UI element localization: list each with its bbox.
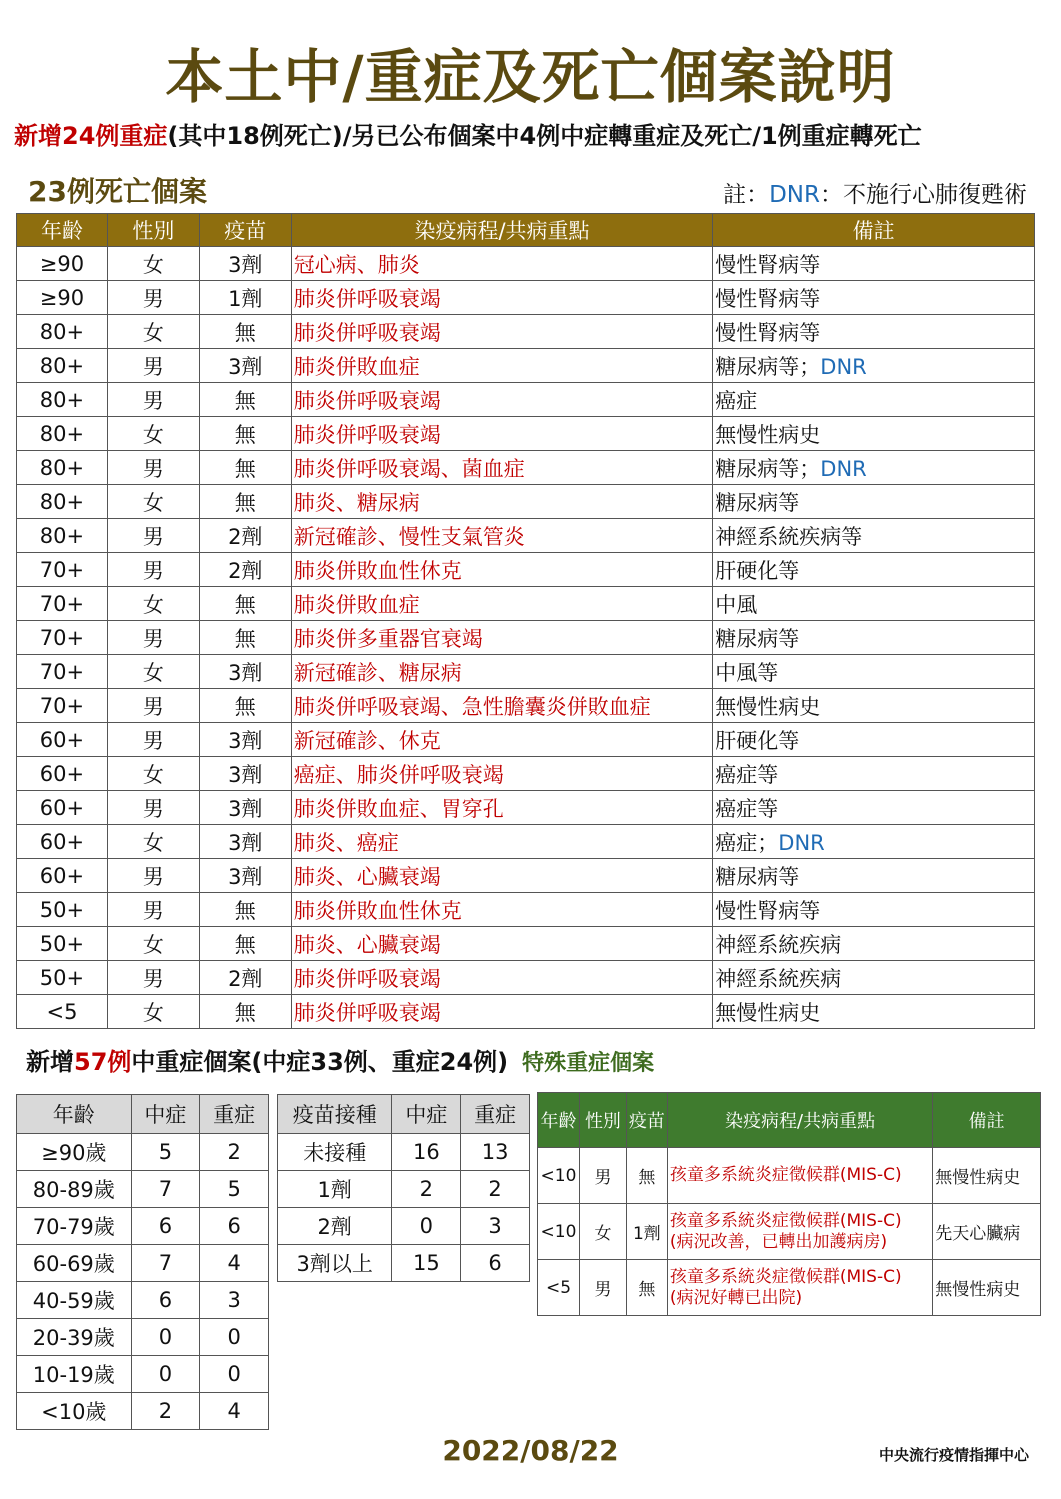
age-group-cell: ≥90歲 [17, 1134, 132, 1171]
moderate-cell: 0 [392, 1208, 461, 1245]
table-row [17, 1208, 269, 1245]
course-cell [667, 1260, 932, 1316]
table-row [17, 315, 1035, 349]
vaccine-cell: 3劑 [199, 655, 291, 689]
vaccine-cell: 無 [199, 689, 291, 723]
course-cell: 肺炎併呼吸衰竭 [291, 315, 713, 349]
remark-text: 肝硬化等 [715, 558, 800, 583]
age-group-cell: <10歲 [17, 1393, 132, 1430]
table-row [278, 1134, 530, 1171]
course-cell: 癌症、肺炎併呼吸衰竭 [291, 757, 713, 791]
course-cell: 肺炎併呼吸衰竭 [291, 995, 713, 1029]
severe-cell: 4 [200, 1245, 269, 1282]
remark-text: 慢性腎病等 [715, 286, 821, 311]
remark-text: 無慢性病史 [715, 694, 821, 719]
course-line: 孩童多系統炎症徵候群(MIS-C) [669, 1266, 902, 1287]
sex-cell: 女 [107, 655, 199, 689]
remark-text: 中風 [715, 592, 758, 617]
course-cell: 肺炎、糖尿病 [291, 485, 713, 519]
course-line: 孩童多系統炎症徵候群(MIS-C) [669, 1165, 902, 1185]
special-header-row [538, 1093, 1041, 1148]
severe-cell: 5 [200, 1171, 269, 1208]
note-prefix: 註： [723, 182, 770, 208]
course-line: 孩童多系統炎症徵候群(MIS-C) [669, 1210, 902, 1231]
table-row [17, 1134, 269, 1171]
sex-cell: 男 [107, 859, 199, 893]
age-cell: 80+ [17, 315, 108, 349]
dnr-tag: DNR [820, 354, 867, 379]
remark-cell [713, 519, 1035, 553]
remark-cell [713, 961, 1035, 995]
col-course: 染疫病程/共病重點 [291, 214, 713, 247]
col-vaccine: 疫苗 [199, 214, 291, 247]
deaths-header-row [17, 214, 1035, 247]
vac-col-moderate: 中症 [392, 1095, 461, 1134]
table-row [17, 655, 1035, 689]
age-cell: 60+ [17, 723, 108, 757]
severe-cell: 2 [200, 1134, 269, 1171]
course-cell: 肺炎併敗血症、胃穿孔 [291, 791, 713, 825]
sex-cell: 男 [107, 689, 199, 723]
remark-text: 糖尿病等 [715, 864, 800, 889]
remark-text: 癌症； [715, 830, 779, 855]
vac-header-row [278, 1095, 530, 1134]
special-col-vaccine: 疫苗 [626, 1093, 667, 1148]
issuer: 中央流行疫情指揮中心 [878, 1446, 1029, 1464]
vaccine-cell: 無 [199, 621, 291, 655]
vaccine-cell: 3劑 [199, 757, 291, 791]
course-cell: 肺炎、心臟衰竭 [291, 859, 713, 893]
age-group-cell: 10-19歲 [17, 1356, 132, 1393]
vac-col-vaccine: 疫苗接種 [278, 1095, 392, 1134]
table-row [17, 893, 1035, 927]
vaccine-cell: 3劑 [199, 247, 291, 281]
table-row [17, 825, 1035, 859]
special-col-course: 染疫病程/共病重點 [667, 1093, 932, 1148]
table-row [17, 1319, 269, 1356]
sex-cell: 男 [107, 961, 199, 995]
sex-cell: 男 [107, 281, 199, 315]
age-cell: 60+ [17, 825, 108, 859]
moderate-cell: 6 [131, 1282, 200, 1319]
sex-cell: 女 [107, 485, 199, 519]
sex-cell: 男 [107, 621, 199, 655]
sex-cell: 男 [107, 451, 199, 485]
vaccine-table [277, 1094, 530, 1282]
course-cell: 冠心病、肺炎 [291, 247, 713, 281]
course-cell: 肺炎併敗血性休克 [291, 553, 713, 587]
age-cell: 80+ [17, 417, 108, 451]
col-remark: 備註 [713, 214, 1035, 247]
remark-cell [713, 927, 1035, 961]
table-row [17, 961, 1035, 995]
age-col-severe: 重症 [200, 1095, 269, 1134]
table-row [17, 995, 1035, 1029]
age-group-cell: 40-59歲 [17, 1282, 132, 1319]
vaccine-cell: 3劑 [199, 349, 291, 383]
remark-cell [713, 757, 1035, 791]
course-cell: 肺炎併多重器官衰竭 [291, 621, 713, 655]
vaccine-cell: 無 [199, 383, 291, 417]
vaccine-cell: 無 [199, 315, 291, 349]
sex-cell: 男 [107, 349, 199, 383]
remark-text: 癌症等 [715, 762, 779, 787]
age-cell: 70+ [17, 553, 108, 587]
table-row [17, 451, 1035, 485]
course-cell: 肺炎併呼吸衰竭 [291, 383, 713, 417]
sex-cell: 男 [107, 519, 199, 553]
remark-text: 神經系統疾病 [715, 932, 842, 957]
dnr-note [723, 176, 1027, 209]
remark-cell: 無慢性病史 [933, 1260, 1041, 1316]
sex-cell: 男 [107, 553, 199, 587]
remark-cell [713, 859, 1035, 893]
age-cell: 80+ [17, 349, 108, 383]
age-group-cell: 70-79歲 [17, 1208, 132, 1245]
remark-cell [713, 485, 1035, 519]
sex-cell: 女 [107, 247, 199, 281]
special-col-sex: 性別 [579, 1093, 626, 1148]
remark-cell [713, 995, 1035, 1029]
vaccine-status-cell: 2劑 [278, 1208, 392, 1245]
course-cell [667, 1204, 932, 1260]
age-cell: 60+ [17, 757, 108, 791]
remark-text: 糖尿病等； [715, 456, 821, 481]
age-group-cell: 60-69歲 [17, 1245, 132, 1282]
moderate-cell: 15 [392, 1245, 461, 1282]
table-row [17, 1356, 269, 1393]
severe-cell: 2 [461, 1171, 530, 1208]
remark-text: 肝硬化等 [715, 728, 800, 753]
table-row [17, 927, 1035, 961]
moderate-cell: 5 [131, 1134, 200, 1171]
course-cell: 新冠確診、糖尿病 [291, 655, 713, 689]
course-cell: 肺炎併呼吸衰竭、菌血症 [291, 451, 713, 485]
age-col-age: 年齡 [17, 1095, 132, 1134]
vaccine-cell: 2劑 [199, 553, 291, 587]
table-row [17, 791, 1035, 825]
subtitle-highlight: 新增24例重症 [14, 122, 168, 150]
remark-cell [713, 587, 1035, 621]
new-cases-heading [26, 1042, 654, 1077]
severe-cell: 0 [200, 1356, 269, 1393]
moderate-cell: 2 [131, 1393, 200, 1430]
sex-cell: 女 [107, 587, 199, 621]
age-cell: 80+ [17, 451, 108, 485]
age-cell: <10 [538, 1148, 580, 1204]
course-cell: 新冠確診、慢性支氣管炎 [291, 519, 713, 553]
remark-text: 糖尿病等 [715, 490, 800, 515]
special-col-age: 年齡 [538, 1093, 580, 1148]
sex-cell: 男 [107, 791, 199, 825]
course-note: (病況好轉已出院) [669, 1287, 803, 1308]
table-row [17, 417, 1035, 451]
age-cell: 80+ [17, 383, 108, 417]
vaccine-status-cell: 1劑 [278, 1171, 392, 1208]
course-cell: 肺炎、心臟衰竭 [291, 927, 713, 961]
table-row [17, 587, 1035, 621]
severe-cell: 4 [200, 1393, 269, 1430]
sex-cell: 女 [107, 825, 199, 859]
moderate-cell: 6 [131, 1208, 200, 1245]
table-row [278, 1208, 530, 1245]
remark-cell [713, 349, 1035, 383]
age-cell: <5 [17, 995, 108, 1029]
vaccine-cell: 3劑 [199, 825, 291, 859]
severe-cell: 13 [461, 1134, 530, 1171]
heading-num: 57例 [74, 1048, 132, 1076]
remark-cell [713, 417, 1035, 451]
course-cell [667, 1148, 932, 1204]
vaccine-cell: 3劑 [199, 791, 291, 825]
age-cell: <5 [538, 1260, 580, 1316]
age-group-cell: 80-89歲 [17, 1171, 132, 1208]
table-row [17, 485, 1035, 519]
remark-cell [713, 281, 1035, 315]
course-cell: 肺炎併呼吸衰竭、急性膽囊炎併敗血症 [291, 689, 713, 723]
remark-cell [713, 825, 1035, 859]
moderate-cell: 2 [392, 1171, 461, 1208]
remark-cell [713, 553, 1035, 587]
course-cell: 肺炎、癌症 [291, 825, 713, 859]
moderate-cell: 16 [392, 1134, 461, 1171]
age-table [16, 1094, 269, 1430]
course-note: (病況改善，已轉出加護病房) [669, 1231, 888, 1252]
vaccine-cell: 無 [199, 927, 291, 961]
age-cell: 70+ [17, 689, 108, 723]
age-cell: 80+ [17, 519, 108, 553]
age-header-row [17, 1095, 269, 1134]
vaccine-status-cell: 未接種 [278, 1134, 392, 1171]
sex-cell: 男 [107, 893, 199, 927]
table-row [17, 621, 1035, 655]
remark-cell [713, 689, 1035, 723]
moderate-cell: 0 [131, 1319, 200, 1356]
course-cell: 肺炎併呼吸衰竭 [291, 417, 713, 451]
age-cell: 50+ [17, 927, 108, 961]
course-cell: 肺炎併敗血性休克 [291, 893, 713, 927]
table-row [17, 349, 1035, 383]
heading-pre: 新增 [26, 1048, 74, 1076]
age-group-cell: 20-39歲 [17, 1319, 132, 1356]
moderate-cell: 0 [131, 1356, 200, 1393]
severe-cell: 3 [200, 1282, 269, 1319]
age-col-moderate: 中症 [131, 1095, 200, 1134]
col-age: 年齡 [17, 214, 108, 247]
vac-col-severe: 重症 [461, 1095, 530, 1134]
age-cell: 60+ [17, 791, 108, 825]
special-col-remark: 備註 [933, 1093, 1041, 1148]
sex-cell: 女 [579, 1204, 626, 1260]
age-cell: ≥90 [17, 247, 108, 281]
vaccine-cell: 3劑 [199, 859, 291, 893]
age-cell: 70+ [17, 621, 108, 655]
vaccine-cell: 無 [626, 1260, 667, 1316]
vaccine-cell: 無 [626, 1148, 667, 1204]
sex-cell: 男 [579, 1260, 626, 1316]
table-row [17, 723, 1035, 757]
remark-cell [713, 315, 1035, 349]
remark-text: 癌症 [715, 388, 758, 413]
remark-text: 糖尿病等 [715, 626, 800, 651]
deaths-heading: 23例死亡個案 [28, 175, 207, 208]
remark-cell [713, 723, 1035, 757]
course-cell: 肺炎併敗血症 [291, 349, 713, 383]
age-cell: ≥90 [17, 281, 108, 315]
table-row [538, 1260, 1041, 1316]
remark-text: 無慢性病史 [715, 422, 821, 447]
report-date: 2022/08/22 [442, 1434, 619, 1467]
table-row [17, 1393, 269, 1430]
sex-cell: 男 [107, 383, 199, 417]
remark-cell: 無慢性病史 [933, 1148, 1041, 1204]
remark-cell: 先天心臟病 [933, 1204, 1041, 1260]
table-row [17, 1282, 269, 1319]
table-row [17, 757, 1035, 791]
severe-cell: 6 [461, 1245, 530, 1282]
course-cell: 肺炎併敗血症 [291, 587, 713, 621]
remark-cell [713, 383, 1035, 417]
vaccine-cell: 無 [199, 893, 291, 927]
age-cell: 80+ [17, 485, 108, 519]
vaccine-cell: 無 [199, 587, 291, 621]
table-row [538, 1204, 1041, 1260]
table-row [538, 1148, 1041, 1204]
vaccine-cell: 無 [199, 485, 291, 519]
severe-cell: 6 [200, 1208, 269, 1245]
deaths-table [16, 213, 1035, 1029]
table-row [17, 247, 1035, 281]
vaccine-cell: 無 [199, 451, 291, 485]
sex-cell: 女 [107, 757, 199, 791]
table-row [17, 519, 1035, 553]
page-title: 本土中/重症及死亡個案說明 [165, 43, 896, 111]
remark-text: 神經系統疾病等 [715, 524, 863, 549]
course-cell: 肺炎併呼吸衰竭 [291, 961, 713, 995]
table-row [17, 1171, 269, 1208]
vaccine-cell: 無 [199, 417, 291, 451]
remark-cell [713, 791, 1035, 825]
subtitle [14, 116, 1054, 151]
table-row [17, 1245, 269, 1282]
age-cell: 50+ [17, 893, 108, 927]
age-cell: <10 [538, 1204, 580, 1260]
sex-cell: 女 [107, 417, 199, 451]
table-row [17, 553, 1035, 587]
heading-post: 中重症個案(中症33例、重症24例) [131, 1048, 509, 1076]
course-cell: 新冠確診、休克 [291, 723, 713, 757]
table-row [278, 1245, 530, 1282]
remark-text: 慢性腎病等 [715, 252, 821, 277]
remark-text: 糖尿病等； [715, 354, 821, 379]
remark-text: 慢性腎病等 [715, 320, 821, 345]
table-row [17, 281, 1035, 315]
sex-cell: 女 [107, 995, 199, 1029]
sex-cell: 男 [107, 723, 199, 757]
vaccine-cell: 無 [199, 995, 291, 1029]
subtitle-rest: (其中18例死亡)/另已公布個案中4例中症轉重症及死亡/1例重症轉死亡 [167, 122, 922, 150]
table-row [17, 383, 1035, 417]
remark-text: 神經系統疾病 [715, 966, 842, 991]
vaccine-status-cell: 3劑以上 [278, 1245, 392, 1282]
vaccine-cell: 1劑 [199, 281, 291, 315]
dnr-tag: DNR [778, 830, 825, 855]
age-cell: 50+ [17, 961, 108, 995]
special-label: 特殊重症個案 [522, 1051, 655, 1076]
table-row [17, 859, 1035, 893]
remark-cell [713, 893, 1035, 927]
moderate-cell: 7 [131, 1171, 200, 1208]
remark-cell [713, 247, 1035, 281]
sex-cell: 女 [107, 315, 199, 349]
table-row [278, 1171, 530, 1208]
age-cell: 60+ [17, 859, 108, 893]
remark-cell [713, 621, 1035, 655]
special-cases-table [537, 1092, 1041, 1316]
sex-cell: 男 [579, 1148, 626, 1204]
severe-cell: 3 [461, 1208, 530, 1245]
vaccine-cell: 2劑 [199, 519, 291, 553]
remark-text: 慢性腎病等 [715, 898, 821, 923]
vaccine-cell: 1劑 [626, 1204, 667, 1260]
dnr-tag: DNR [820, 456, 867, 481]
note-text: ：不施行心肺復甦術 [820, 182, 1027, 208]
table-row [17, 689, 1035, 723]
severe-cell: 0 [200, 1319, 269, 1356]
moderate-cell: 7 [131, 1245, 200, 1282]
remark-text: 中風等 [715, 660, 779, 685]
note-abbr: DNR [769, 182, 820, 208]
remark-text: 癌症等 [715, 796, 779, 821]
age-cell: 70+ [17, 655, 108, 689]
remark-cell [713, 451, 1035, 485]
col-sex: 性別 [107, 214, 199, 247]
vaccine-cell: 3劑 [199, 723, 291, 757]
sex-cell: 女 [107, 927, 199, 961]
remark-text: 無慢性病史 [715, 1000, 821, 1025]
course-cell: 肺炎併呼吸衰竭 [291, 281, 713, 315]
vaccine-cell: 2劑 [199, 961, 291, 995]
remark-cell [713, 655, 1035, 689]
age-cell: 70+ [17, 587, 108, 621]
